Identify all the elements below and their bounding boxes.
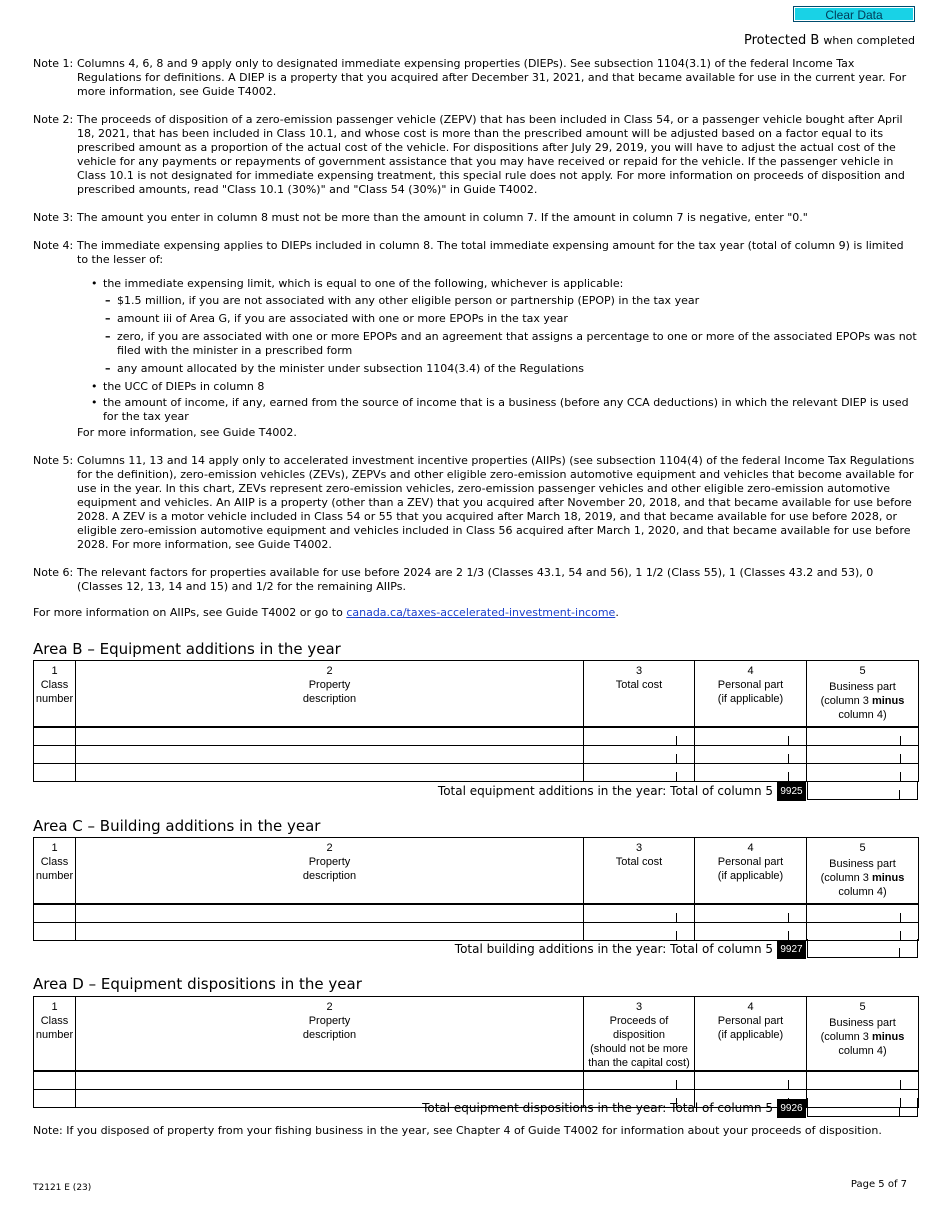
- form-number: T2121 E (23): [33, 1183, 92, 1193]
- note-3: [33, 211, 918, 225]
- total-cost-input[interactable]: [584, 763, 695, 781]
- fishing-note: Note: If you disposed of property from your fishing business in the year, see Chapter 4 of Guide T4002 for information about your proceeds of disposition.: [33, 1124, 882, 1137]
- col-total-cost: 3 Total cost: [584, 661, 695, 727]
- table-row: [34, 922, 919, 940]
- dash-list: [103, 294, 918, 376]
- table-row: [34, 727, 919, 746]
- note-text: Columns 4, 6, 8 and 9 apply only to designated immediate expensing properties (DIEPs). See subsection 1104(3.1) of the federal Income Tax Regulations for definitions. A DIEP is a property that you acquired after December 31, 2021, and that became available for use in the current year. For more information, see Guide T4002.: [77, 57, 907, 98]
- area-c-total: [33, 940, 918, 959]
- area-d-title: Area D – Equipment dispositions in the year: [33, 975, 362, 993]
- property-description-input[interactable]: [76, 763, 584, 781]
- col-proceeds-of-disposition: 3 Proceeds of disposition (should not be more than the capital cost): [584, 997, 695, 1072]
- note-2: [33, 113, 918, 197]
- area-b-title: Area B – Equipment additions in the year: [33, 640, 341, 658]
- col-property-description: 2 Property description: [76, 838, 584, 904]
- class-number-input[interactable]: [34, 745, 76, 763]
- property-description-input[interactable]: [76, 745, 584, 763]
- note-text: Columns 11, 13 and 14 apply only to accelerated investment incentive properties (AIIPs) (see subsection 1104(4) of the federal Income Tax Regulations for the definition), zero-emission vehicles (ZEVs), ZEPVs and other eligible zero-emission automotive equipment and vehicles that become available for use in the year. In this chart, ZEVs represent zero-emission vehicles, zero-emission passenger vehicles and other eligible zero-emission automotive equipment and vehicles. An AIIP is a property (other than a ZEV) that you acquired after November 20, 2018, and that became available for use before 2028. A ZEV is a motor vehicle included in Class 54 or 55 that you acquired after March 18, 2019, and that became available for use before 2028, or eligible zero-emission automotive equipment and vehicles included in Class 56 acquired after March 1, 2020, and that became available for use before 2028. For more information, see Guide T4002.: [77, 454, 915, 551]
- table-row: [34, 1071, 919, 1090]
- proceeds-input[interactable]: [584, 1071, 695, 1090]
- property-description-input[interactable]: [76, 727, 584, 746]
- header-row: [34, 661, 919, 727]
- total-cost-input[interactable]: [584, 727, 695, 746]
- header-row: [34, 997, 919, 1072]
- more-info-suffix: .: [615, 606, 619, 619]
- personal-part-input[interactable]: [695, 763, 807, 781]
- personal-part-input[interactable]: [695, 727, 807, 746]
- bullet-item: [93, 277, 918, 376]
- total-equipment-additions-input[interactable]: [807, 781, 918, 800]
- bullet-item: • the amount of income, if any, earned from the source of income that is a business (before any CCA deductions) in which the relevant DIEP is used for the tax year: [93, 396, 918, 424]
- note-text: The proceeds of disposition of a zero-emission passenger vehicle (ZEPV) that has been included in Class 54, or a passenger vehicle bought after April 18, 2021, that has been included in Class 10.1, and whose cost is more than the prescribed amount will be adjusted based on a factor equal to its prescribed amount as a proportion of the actual cost of the vehicle. For dispositions after July 29, 2019, you will have to adjust the actual cost of the vehicle for any payments or repayments of government assistance that you may have received or repaid for the vehicle. If the passenger vehicle in Class 10.1 is not designated for immediate expensing treatment, this special rule does not apply. For more information on proceeds of disposition and prescribed amounts, read "Class 10.1 (30%)" and "Class 54 (30%)" in Guide T4002.: [77, 113, 905, 196]
- note-label: Note 2:: [33, 113, 74, 126]
- clear-data-button[interactable]: Clear Data: [793, 6, 915, 22]
- total-label: Total equipment dispositions in the year: Total of column 5: [422, 1101, 773, 1115]
- business-part-input[interactable]: [807, 763, 919, 781]
- protected-b-label: [744, 33, 915, 48]
- class-number-input[interactable]: [34, 1071, 76, 1090]
- area-b-table: [33, 660, 919, 782]
- business-part-input[interactable]: [807, 922, 919, 940]
- line-code: 9925: [777, 782, 806, 801]
- col-class-number: 1 Class number: [34, 838, 76, 904]
- bullet-item: • the UCC of DIEPs in column 8: [93, 380, 918, 394]
- property-description-input[interactable]: [76, 1071, 584, 1090]
- page-number: Page 5 of 7: [850, 1179, 907, 1190]
- protected-main: Protected B: [744, 33, 820, 48]
- note-label: Note 4:: [33, 239, 74, 252]
- class-number-input[interactable]: [34, 922, 76, 940]
- table-row: [34, 745, 919, 763]
- note-6: [33, 566, 918, 594]
- total-building-additions-input[interactable]: [807, 939, 918, 958]
- accelerated-investment-link[interactable]: canada.ca/taxes-accelerated-investment-income: [346, 606, 616, 619]
- personal-part-input[interactable]: [695, 922, 807, 940]
- area-d-total: [33, 1099, 918, 1118]
- protected-small: when completed: [823, 34, 915, 47]
- table-row: [34, 763, 919, 781]
- total-equipment-dispositions-input[interactable]: [807, 1098, 918, 1117]
- business-part-input[interactable]: [807, 904, 919, 923]
- area-c-title: Area C – Building additions in the year: [33, 817, 321, 835]
- property-description-input[interactable]: [76, 904, 584, 923]
- notes-section: [33, 57, 918, 620]
- col-business-part: 5 Business part (column 3 minus column 4): [807, 661, 919, 727]
- note-4-bullets: [77, 277, 918, 424]
- class-number-input[interactable]: [34, 763, 76, 781]
- col-personal-part: 4 Personal part (if applicable): [695, 997, 807, 1072]
- dash-item: – zero, if you are associated with one or more EPOPs and an agreement that assigns a percentage to one or more of the associated EPOPs was not filed with the minister in a prescribed form: [105, 330, 918, 358]
- note-4-intro: The immediate expensing applies to DIEPs included in column 8. The total immediate expensing amount for the tax year (total of column 9) is limited to the lesser of:: [77, 239, 904, 266]
- col-class-number: 1 Class number: [34, 661, 76, 727]
- personal-part-input[interactable]: [695, 745, 807, 763]
- bullet-text: the immediate expensing limit, which is equal to one of the following, whichever is applicable:: [103, 277, 624, 290]
- total-cost-input[interactable]: [584, 745, 695, 763]
- col-personal-part: 4 Personal part (if applicable): [695, 661, 807, 727]
- class-number-input[interactable]: [34, 904, 76, 923]
- note-label: Note 5:: [33, 454, 74, 467]
- note-text: [77, 239, 918, 440]
- col-property-description: 2 Property description: [76, 997, 584, 1072]
- personal-part-input[interactable]: [695, 904, 807, 923]
- class-number-input[interactable]: [34, 727, 76, 746]
- header-row: [34, 838, 919, 904]
- dash-item: – amount iii of Area G, if you are associated with one or more EPOPs in the tax year: [105, 312, 918, 326]
- business-part-input[interactable]: [807, 1071, 919, 1090]
- col-total-cost: 3 Total cost: [584, 838, 695, 904]
- col-personal-part: 4 Personal part (if applicable): [695, 838, 807, 904]
- col-business-part: 5 Business part (column 3 minus column 4): [807, 838, 919, 904]
- note-label: Note 3:: [33, 211, 74, 224]
- business-part-input[interactable]: [807, 745, 919, 763]
- note-4: [33, 239, 918, 440]
- table-row: [34, 904, 919, 923]
- dash-item: – any amount allocated by the minister under subsection 1104(3.4) of the Regulations: [105, 362, 918, 376]
- more-info-text: For more information on AIIPs, see Guide T4002 or go to: [33, 606, 347, 619]
- area-b-total: [33, 782, 918, 801]
- business-part-input[interactable]: [807, 727, 919, 746]
- total-cost-input[interactable]: [584, 922, 695, 940]
- note-text: The relevant factors for properties available for use before 2024 are 2 1/3 (Classes 43.1, 54 and 56), 1 1/2 (Class 55), 1 (Classes 43.2 and 53), 0 (Classes 12, 13, 14 and 15) and 1/2 for the remaining AIIPs.: [77, 566, 874, 593]
- total-label: Total equipment additions in the year: Total of column 5: [437, 784, 773, 798]
- total-label: Total building additions in the year: Total of column 5: [454, 942, 773, 956]
- note-text: The amount you enter in column 8 must not be more than the amount in column 7. If the amount in column 7 is negative, enter "0.": [77, 211, 808, 224]
- line-code: 9927: [777, 940, 806, 959]
- total-cost-input[interactable]: [584, 904, 695, 923]
- note-1: [33, 57, 918, 99]
- line-code: 9926: [777, 1099, 806, 1118]
- area-c-table: [33, 837, 919, 941]
- dash-item: – $1.5 million, if you are not associated with any other eligible person or partnership (EPOP) in the tax year: [105, 294, 918, 308]
- col-class-number: 1 Class number: [34, 997, 76, 1072]
- personal-part-input[interactable]: [695, 1071, 807, 1090]
- col-property-description: 2 Property description: [76, 661, 584, 727]
- note-label: Note 6:: [33, 566, 74, 579]
- note-label: Note 1:: [33, 57, 74, 70]
- note-5: [33, 454, 918, 552]
- area-d-table: [33, 996, 919, 1108]
- property-description-input[interactable]: [76, 922, 584, 940]
- note-4-more-info: For more information, see Guide T4002.: [77, 426, 297, 439]
- aiip-more-info: [33, 606, 918, 620]
- col-business-part: 5 Business part (column 3 minus column 4): [807, 997, 919, 1072]
